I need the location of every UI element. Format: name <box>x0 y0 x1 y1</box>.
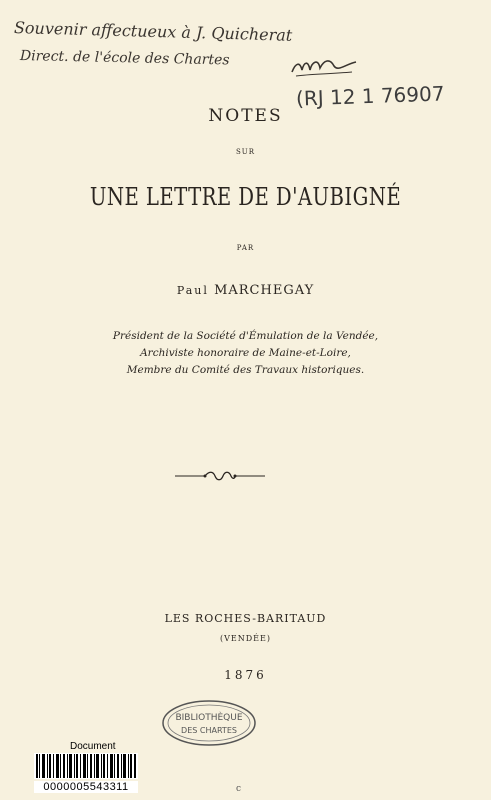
handwritten-signature <box>290 52 360 80</box>
stamp-line2: DES CHARTES <box>181 726 237 735</box>
barcode-bars <box>34 753 138 779</box>
heading-notes: NOTES <box>208 106 283 126</box>
author-name <box>0 283 491 298</box>
handwritten-dedication-line1: Souvenir affectueux à J. Quicherat <box>13 18 293 45</box>
book-title: UNE LETTRE DE D'AUBIGNÉ <box>89 183 402 211</box>
page-mark: c <box>236 784 242 794</box>
author-last-name: MARCHEGAY <box>214 283 315 298</box>
publication-place: LES ROCHES-BARITAUD <box>164 612 327 625</box>
qualification-line: Membre du Comité des Travaux historiques. <box>126 364 365 376</box>
publication-department: (VENDÉE) <box>220 634 271 643</box>
author-first-name: Paul <box>176 284 209 297</box>
qualification-line: Président de la Société d'Émulation de la Vendée, <box>112 330 379 342</box>
barcode-number: 0000005543311 <box>34 781 138 793</box>
heading-sur: SUR <box>236 148 255 156</box>
heading-par: PAR <box>236 244 255 252</box>
stamp-line1: BIBLIOTHÈQUE <box>175 713 243 723</box>
qualification-line: Archiviste honoraire de Maine-et-Loire, <box>140 347 351 359</box>
document-label: Document <box>70 741 116 752</box>
library-stamp <box>160 698 258 748</box>
publication-year: 1876 <box>224 668 267 682</box>
author-qualifications <box>0 328 491 379</box>
library-shelfmark: (RJ 12 1 76907 <box>295 81 445 111</box>
handwritten-dedication-line2: Direct. de l'école des Chartes <box>19 48 230 69</box>
decorative-ornament <box>175 470 265 482</box>
barcode <box>34 753 138 779</box>
